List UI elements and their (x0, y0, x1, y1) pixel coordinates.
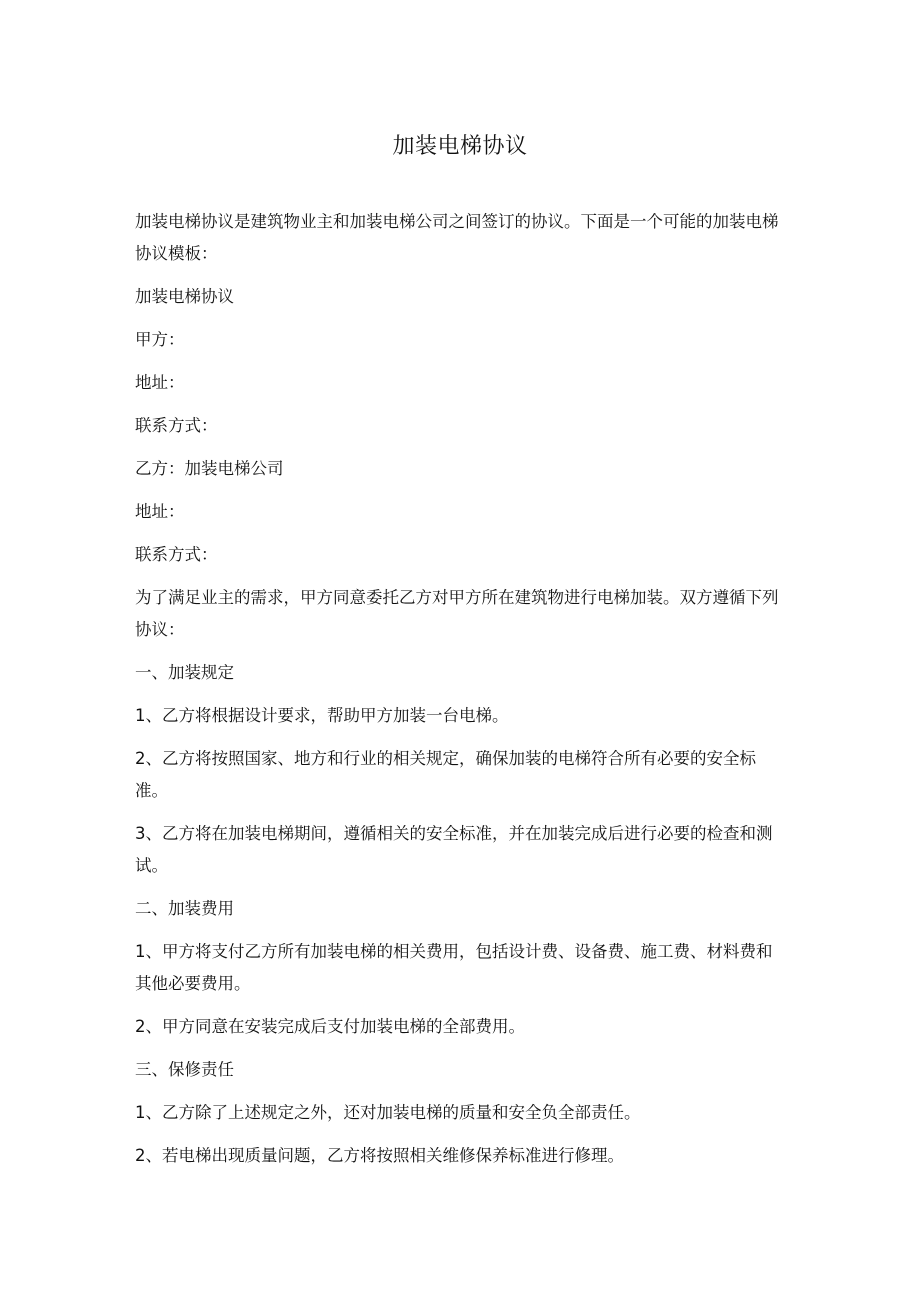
clause-installation-1: 1、乙方将根据设计要求，帮助甲方加装一台电梯。 (135, 706, 509, 725)
document-body (135, 206, 785, 1183)
clause-installation-3: 3、乙方将在加装电梯期间，遵循相关的安全标准，并在加装完成后进行必要的检查和测试。 (135, 824, 773, 875)
clause-installation-2: 2、乙方将按照国家、地方和行业的相关规定，确保加装的电梯符合所有必要的安全标准。 (135, 749, 756, 800)
section-heading-warranty: 三、保修责任 (135, 1060, 234, 1079)
paragraph-party-b: 乙方：加装电梯公司 (135, 459, 284, 478)
paragraph-party-b-address: 地址： (135, 502, 185, 521)
section-heading-fees: 二、加装费用 (135, 899, 234, 918)
paragraph-party-a: 甲方： (135, 330, 185, 349)
clause-warranty-1: 1、乙方除了上述规定之外，还对加装电梯的质量和安全负全部责任。 (135, 1103, 641, 1122)
clause-fees-2: 2、甲方同意在安装完成后支付加装电梯的全部费用。 (135, 1017, 525, 1036)
paragraph-intro: 加装电梯协议是建筑物业主和加装电梯公司之间签订的协议。下面是一个可能的加装电梯协议模板： (135, 212, 779, 263)
clause-fees-1: 1、甲方将支付乙方所有加装电梯的相关费用，包括设计费、设备费、施工费、材料费和其他必要费用。 (135, 942, 773, 993)
section-heading-installation: 一、加装规定 (135, 663, 234, 682)
paragraph-preamble: 为了满足业主的需求，甲方同意委托乙方对甲方所在建筑物进行电梯加装。双方遵循下列协议： (135, 588, 779, 639)
clause-warranty-2: 2、若电梯出现质量问题，乙方将按照相关维修保养标准进行修理。 (135, 1146, 624, 1165)
paragraph-party-a-contact: 联系方式： (135, 416, 218, 435)
paragraph-agreement-heading: 加装电梯协议 (135, 287, 234, 306)
paragraph-party-a-address: 地址： (135, 373, 185, 392)
paragraph-party-b-contact: 联系方式： (135, 545, 218, 564)
document-title: 加装电梯协议 (392, 134, 528, 159)
